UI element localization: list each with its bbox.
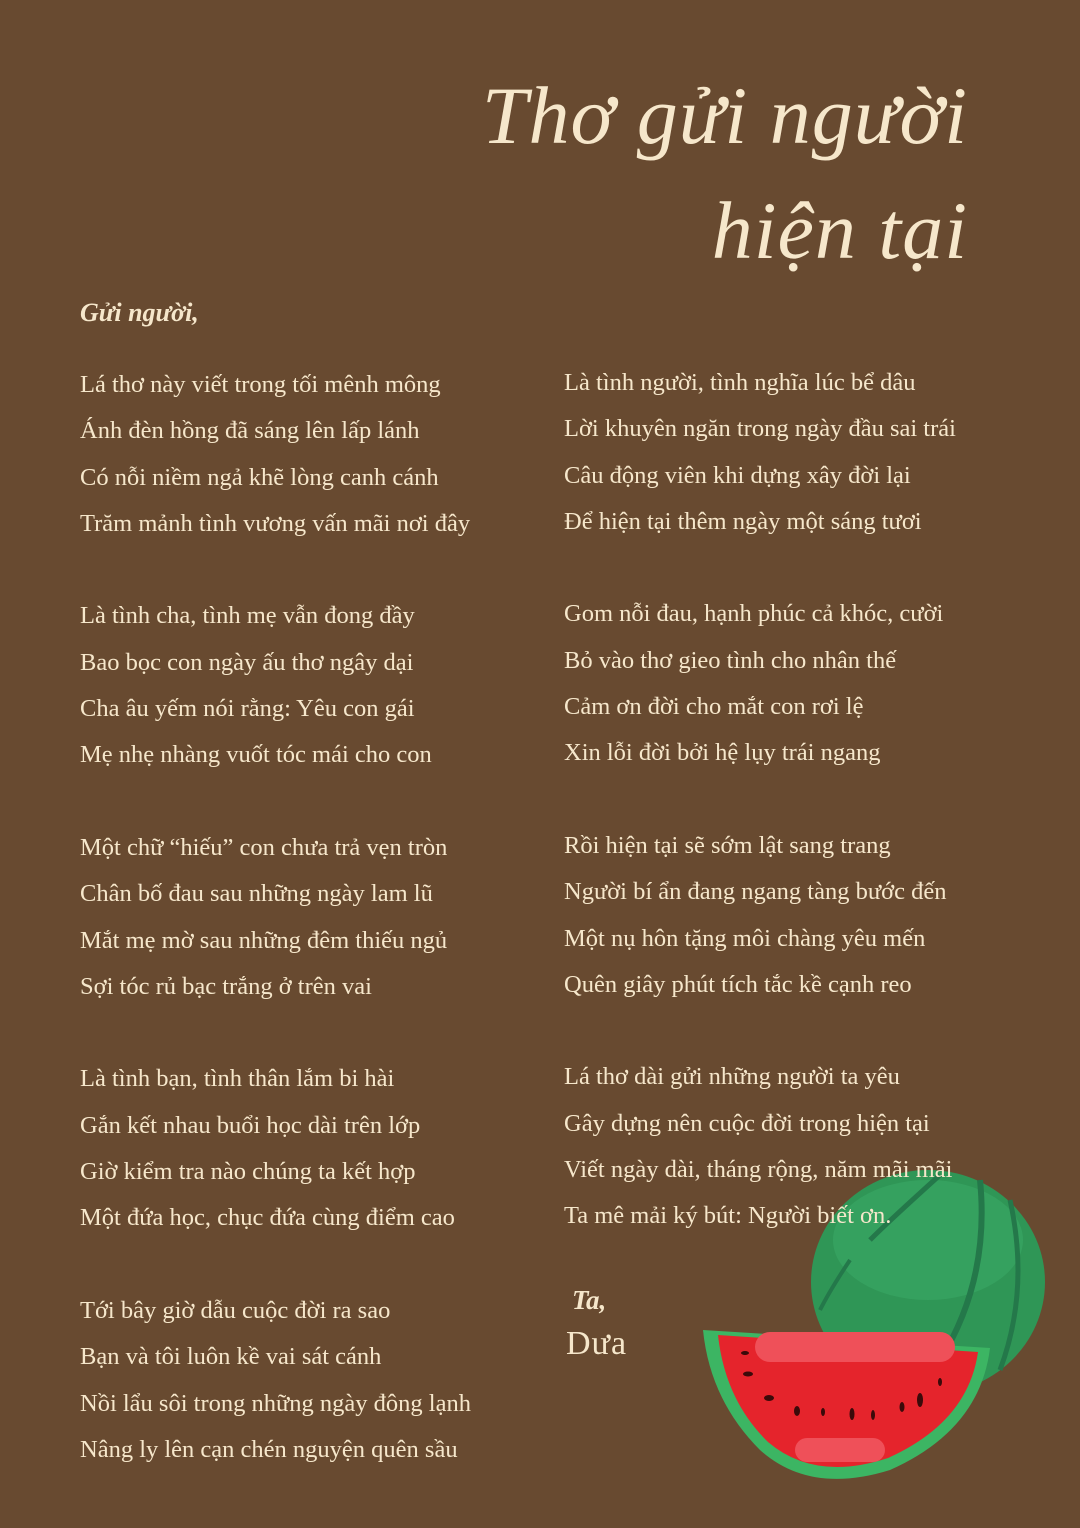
stanza-gap <box>80 547 550 593</box>
poem-line: Trăm mảnh tình vương vấn mãi nơi đây <box>80 509 471 537</box>
poem-line: Một chữ “hiếu” con chưa trả vẹn tròn <box>80 833 448 861</box>
poem-line: Gắn kết nhau buổi học dài trên lớp <box>80 1111 421 1139</box>
poem-line: Lá thơ này viết trong tối mênh mông <box>80 371 441 398</box>
greeting: Gửi người, <box>80 298 199 327</box>
poem-right-column <box>564 360 1034 1240</box>
poem-line: Tới bây giờ dẫu cuộc đời ra sao <box>80 1296 391 1324</box>
poem-line: Để hiện tại thêm ngày một sáng tươi <box>564 507 922 535</box>
title-line-1: Thơ gửi người <box>481 70 968 161</box>
poem-line: Quên giây phút tích tắc kề cạnh reo <box>564 970 912 998</box>
poem-line: Câu động viên khi dựng xây đời lại <box>564 461 911 489</box>
poem-line: Viết ngày dài, tháng rộng, năm mãi mãi <box>564 1156 953 1184</box>
poem-line: Bạn và tôi luôn kề vai sát cánh <box>80 1343 382 1371</box>
signature-name: Dưa <box>566 1325 628 1362</box>
poem-line: Lời khuyên ngăn trong ngày đầu sai trái <box>564 415 956 443</box>
poem-line: Lá thơ dài gửi những người ta yêu <box>564 1063 900 1091</box>
poem-line: Người bí ẩn đang ngang tàng bước đến <box>564 878 947 906</box>
watermelon-slice-icon <box>703 1330 990 1479</box>
poem-line: Nâng ly lên cạn chén nguyện quên sầu <box>80 1435 458 1463</box>
poem-line: Sợi tóc rủ bạc trắng ở trên vai <box>80 972 372 1000</box>
poem-line: Giờ kiểm tra nào chúng ta kết hợp <box>80 1158 416 1186</box>
poem-line: Ta mê mải ký bút: Người biết ơn. <box>564 1202 892 1230</box>
stanza-gap <box>564 1008 1034 1054</box>
poem-line: Gây dựng nên cuộc đời trong hiện tại <box>564 1109 930 1137</box>
poem-line: Xin lỗi đời bởi hệ lụy trái ngang <box>564 739 881 767</box>
poem-line: Là tình cha, tình mẹ vẫn đong đầy <box>80 602 415 630</box>
poem-line: Là tình bạn, tình thân lắm bi hài <box>80 1065 395 1093</box>
poem-line: Mẹ nhẹ nhàng vuốt tóc mái cho con <box>80 741 432 769</box>
poem-line: Mắt mẹ mờ sau những đêm thiếu ngủ <box>80 926 448 954</box>
poem-line: Ánh đèn hồng đã sáng lên lấp lánh <box>80 417 420 445</box>
signature-ta: Ta, <box>572 1285 607 1315</box>
title-line-2: hiện tại <box>711 185 968 276</box>
poem-line: Là tình người, tình nghĩa lúc bể dâu <box>564 369 916 396</box>
poem-line: Gom nỗi đau, hạnh phúc cả khóc, cười <box>564 600 944 628</box>
stanza-gap <box>80 1010 550 1056</box>
poem-line: Chân bố đau sau những ngày lam lũ <box>80 880 433 908</box>
poem-line: Cha âu yếm nói rằng: Yêu con gái <box>80 695 415 723</box>
poem-line: Bỏ vào thơ gieo tình cho nhân thế <box>564 646 897 674</box>
poem-line: Bao bọc con ngày ấu thơ ngây dại <box>80 648 414 676</box>
poem-line: Rồi hiện tại sẽ sớm lật sang trang <box>564 831 891 859</box>
stanza-gap <box>80 1242 550 1288</box>
stanza-gap <box>564 545 1034 591</box>
poem-line: Có nỗi niềm ngả khẽ lòng canh cánh <box>80 463 439 491</box>
poem-left-column <box>80 362 550 1473</box>
stanza-gap <box>80 779 550 825</box>
poem-line: Cảm ơn đời cho mắt con rơi lệ <box>564 693 864 721</box>
stanza-gap <box>564 777 1034 823</box>
poem-line: Nồi lẩu sôi trong những ngày đông lạnh <box>80 1389 471 1417</box>
poem-line: Một đứa học, chục đứa cùng điểm cao <box>80 1204 455 1232</box>
poem-line: Một nụ hôn tặng môi chàng yêu mến <box>564 924 926 952</box>
